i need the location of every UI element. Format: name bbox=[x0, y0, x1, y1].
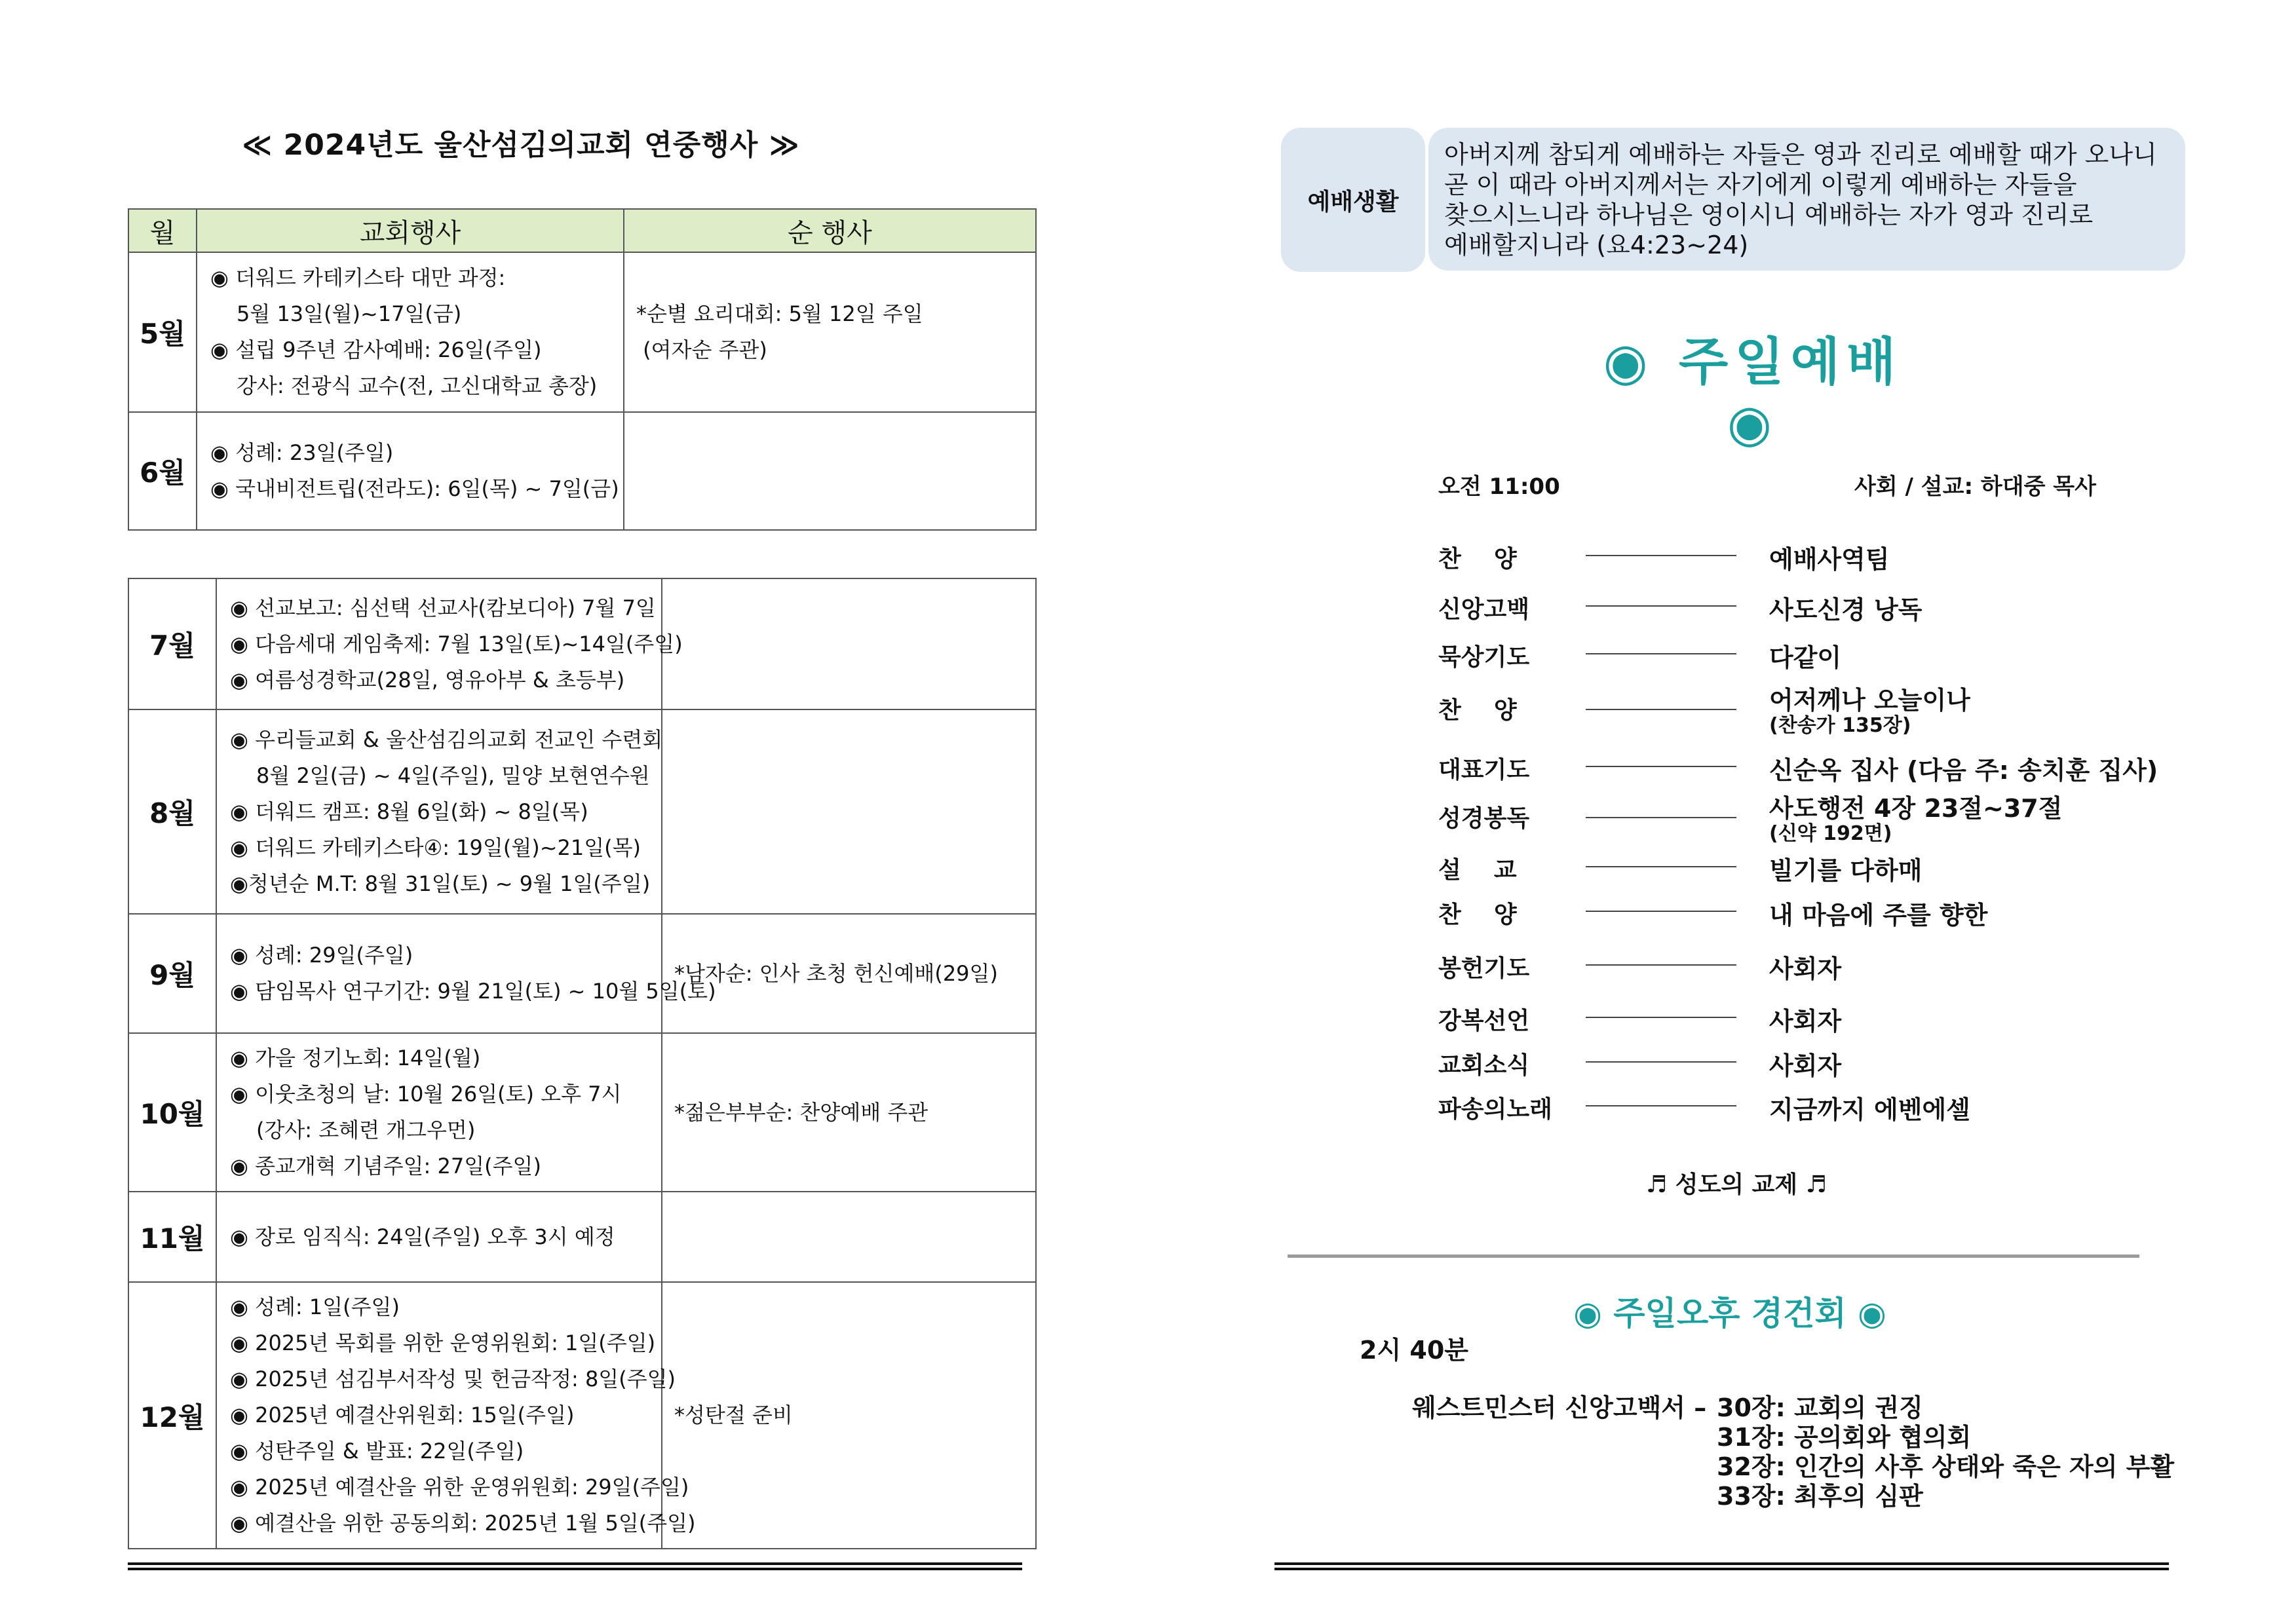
church-events-cell bbox=[216, 1192, 662, 1282]
event-line: 8월 2일(금) ~ 4일(주일), 밀양 보현연수원 bbox=[256, 763, 650, 788]
event-line: ◉ 더워드 카테키스타 대만 과정: bbox=[210, 265, 506, 290]
order-item-leader-line bbox=[1586, 555, 1736, 556]
order-item-value: 내 마음에 주를 향한 bbox=[1769, 901, 1988, 930]
order-item-label: 신앙고백 bbox=[1438, 596, 1530, 623]
order-item-value: 사회자 bbox=[1769, 1051, 1842, 1080]
month-cell: 9월 bbox=[128, 914, 216, 1033]
table-row bbox=[128, 1282, 1036, 1549]
group-events-cell bbox=[624, 252, 1036, 412]
verse-line: 아버지께 참되게 예배하는 자들은 영과 진리로 예배할 때가 오나니 bbox=[1444, 140, 2157, 169]
fellowship-line: ♬ 성도의 교제 ♬ bbox=[1645, 1171, 1827, 1198]
event-line: ◉ 2025년 섬김부서작성 및 헌금작정: 8일(주일) bbox=[230, 1367, 676, 1391]
event-line: 5월 13일(월)~17일(금) bbox=[237, 301, 462, 326]
event-line: ◉ 성탄주일 & 발표: 22일(주일) bbox=[230, 1439, 524, 1463]
order-item-value: 신순옥 집사 (다음 주: 송치훈 집사) bbox=[1769, 756, 2158, 785]
event-line: ◉ 설립 9주년 감사예배: 26일(주일) bbox=[210, 337, 542, 362]
church-events-cell bbox=[197, 252, 624, 412]
event-line: ◉ 종교개혁 기념주일: 27일(주일) bbox=[230, 1154, 541, 1179]
event-line: ◉ 2025년 목회를 위한 운영위원회: 1일(주일) bbox=[230, 1331, 656, 1355]
event-line: ◉ 성례: 1일(주일) bbox=[230, 1294, 400, 1319]
order-item-value: 사회자 bbox=[1769, 954, 1842, 983]
event-line: ◉ 성례: 23일(주일) bbox=[210, 440, 394, 465]
order-item-leader-line bbox=[1586, 1061, 1736, 1063]
schedule-table-1 bbox=[128, 208, 1037, 531]
month-cell: 11월 bbox=[128, 1192, 216, 1282]
order-item-leader-line bbox=[1586, 911, 1736, 912]
event-line: ◉ 여름성경학교(28일, 영유아부 & 초등부) bbox=[230, 667, 625, 692]
group-events-cell bbox=[662, 914, 1036, 1033]
group-events-cell bbox=[624, 412, 1036, 530]
order-item-label: 강복선언 bbox=[1438, 1008, 1530, 1034]
event-line: 강사: 전광식 교수(전, 고신대학교 총장) bbox=[237, 373, 598, 398]
sunday-worship-title: ◉ 주일예배 ◉ bbox=[1603, 333, 1903, 453]
confession-chapter: 31장: 공의회와 협의회 bbox=[1717, 1423, 1972, 1452]
group-event-line: *성탄절 준비 bbox=[674, 1403, 793, 1427]
event-line: ◉ 2025년 예결산을 위한 운영위원회: 29일(주일) bbox=[230, 1475, 689, 1500]
order-item-label: 묵상기도 bbox=[1438, 644, 1530, 671]
order-item-label: 찬 양 bbox=[1438, 901, 1517, 928]
group-events-cell bbox=[662, 709, 1036, 914]
group-event-line: *젊은부부순: 찬양예배 주관 bbox=[674, 1099, 928, 1125]
event-line: ◉ 이웃초청의 날: 10월 26일(토) 오후 7시 bbox=[230, 1082, 622, 1106]
order-item-label: 파송의노래 bbox=[1438, 1096, 1552, 1123]
order-item-leader-line bbox=[1586, 1017, 1736, 1018]
worship-verse-box bbox=[1428, 128, 2185, 271]
afternoon-service-time: 2시 40분 bbox=[1360, 1336, 1468, 1365]
group-events-cell bbox=[662, 1282, 1036, 1549]
order-item-leader-line bbox=[1586, 817, 1736, 818]
service-time: 오전 11:00 bbox=[1438, 474, 1560, 500]
order-item-value: 지금까지 에벤에셀 bbox=[1769, 1095, 1970, 1124]
event-line: ◉ 장로 임직식: 24일(주일) 오후 3시 예정 bbox=[230, 1224, 615, 1249]
confession-chapter: 32장: 인간의 사후 상태와 죽은 자의 부활 bbox=[1717, 1452, 2175, 1481]
order-item-leader-line bbox=[1586, 866, 1736, 867]
schedule-table-2 bbox=[128, 578, 1037, 1549]
church-events-cell bbox=[216, 1033, 662, 1192]
event-line: ◉ 성례: 29일(주일) bbox=[230, 943, 413, 968]
order-item-label: 찬 양 bbox=[1438, 697, 1517, 724]
event-line: ◉ 더워드 캠프: 8월 6일(화) ~ 8일(목) bbox=[230, 799, 588, 824]
order-item-leader-line bbox=[1586, 605, 1736, 607]
service-leader: 사회 / 설교: 하대중 목사 bbox=[1854, 474, 2096, 500]
table-row bbox=[128, 252, 1036, 412]
church-events-cell bbox=[216, 1282, 696, 1549]
event-line: ◉ 다음세대 게임축제: 7월 13일(토)~14일(주일) bbox=[230, 631, 683, 656]
order-item-value: 사회자 bbox=[1769, 1007, 1842, 1036]
order-item-leader-line bbox=[1586, 709, 1736, 710]
month-cell: 8월 bbox=[128, 709, 216, 914]
order-item-value: 예배사역팀 bbox=[1769, 545, 1890, 574]
order-item-value: 사도행전 4장 23절~37절 bbox=[1769, 794, 2063, 823]
church-events-cell bbox=[197, 412, 624, 530]
table-row bbox=[128, 1033, 1036, 1192]
right-divider bbox=[1288, 1255, 2139, 1258]
event-line: ◉ 가을 정기노회: 14일(월) bbox=[230, 1046, 481, 1070]
church-events-cell bbox=[216, 578, 683, 709]
month-cell: 7월 bbox=[128, 578, 216, 709]
group-event-line: (여자순 주관) bbox=[636, 337, 767, 362]
order-item-leader-line bbox=[1586, 653, 1736, 654]
event-line: ◉ 예결산을 위한 공동의회: 2025년 1월 5일(주일) bbox=[230, 1511, 696, 1536]
table-row bbox=[128, 914, 1036, 1033]
worship-life-tag: 예배생활 bbox=[1281, 128, 1425, 272]
event-line: ◉ 담임목사 연구기간: 9월 21일(토) ~ 10월 5일(토) bbox=[230, 979, 716, 1004]
month-cell: 10월 bbox=[128, 1033, 216, 1192]
event-line: ◉ 더워드 카테키스타④: 19일(월)~21일(목) bbox=[230, 835, 641, 860]
order-item-label: 봉헌기도 bbox=[1438, 955, 1530, 982]
header-group-events: 순 행사 bbox=[624, 209, 1036, 252]
event-line: ◉청년순 M.T: 8월 31일(토) ~ 9월 1일(주일) bbox=[230, 871, 651, 896]
event-line: ◉ 우리들교회 & 울산섬김의교회 전교인 수련회 bbox=[230, 727, 663, 752]
right-bottom-rule bbox=[1274, 1562, 2169, 1570]
order-item-value: 다같이 bbox=[1769, 643, 1842, 672]
afternoon-service-title: ◉ 주일오후 경건회 ◉ bbox=[1573, 1294, 1886, 1332]
order-item-label: 설 교 bbox=[1438, 857, 1517, 884]
event-line: ◉ 국내비전트립(전라도): 6일(목) ~ 7일(금) bbox=[210, 476, 619, 501]
group-events-cell bbox=[662, 578, 1036, 709]
order-item-leader-line bbox=[1586, 766, 1736, 767]
order-item-value: 어저께나 오늘이나 bbox=[1769, 686, 1970, 715]
table-row bbox=[128, 1192, 1036, 1282]
header-month: 월 bbox=[128, 209, 197, 252]
event-line: (강사: 조혜련 개그우먼) bbox=[256, 1118, 476, 1142]
confession-chapter: 33장: 최후의 심판 bbox=[1717, 1482, 1923, 1511]
order-item-value: 사도신경 낭독 bbox=[1769, 595, 1923, 624]
event-line: ◉ 선교보고: 심선택 선교사(캄보디아) 7월 7일 bbox=[230, 595, 656, 620]
table-row bbox=[128, 412, 1036, 530]
month-cell: 5월 bbox=[128, 252, 197, 412]
verse-line: 예배할지니라 (요4:23~24) bbox=[1444, 231, 1749, 259]
confession-source: 웨스트민스터 신앙고백서 – bbox=[1412, 1393, 1707, 1422]
group-event-line: *남자순: 인사 초청 헌신예배(29일) bbox=[674, 960, 998, 986]
order-item-label: 성경봉독 bbox=[1438, 805, 1530, 832]
order-item-leader-line bbox=[1586, 1105, 1736, 1106]
order-item-label: 찬 양 bbox=[1438, 546, 1517, 573]
table-header-row bbox=[128, 209, 1036, 252]
month-cell: 12월 bbox=[128, 1282, 216, 1549]
group-events-cell bbox=[662, 1033, 1036, 1192]
order-item-sub: (찬송가 135장) bbox=[1769, 714, 1911, 737]
group-event-line: *순별 요리대회: 5월 12일 주일 bbox=[636, 301, 923, 326]
church-events-cell bbox=[216, 914, 716, 1033]
order-item-sub: (신약 192면) bbox=[1769, 822, 1892, 845]
schedule-title: ≪ 2024년도 울산섬김의교회 연중행사 ≫ bbox=[242, 128, 800, 162]
confession-chapter: 30장: 교회의 권징 bbox=[1717, 1393, 1923, 1422]
table-row bbox=[128, 709, 1036, 914]
verse-line: 찾으시느니라 하나님은 영이시니 예배하는 자가 영과 진리로 bbox=[1444, 200, 2094, 229]
church-events-cell bbox=[216, 709, 662, 914]
left-bottom-rule bbox=[128, 1562, 1022, 1570]
order-item-value: 빌기를 다하매 bbox=[1769, 856, 1923, 885]
order-item-leader-line bbox=[1586, 964, 1736, 966]
group-events-cell bbox=[662, 1192, 1036, 1282]
event-line: ◉ 2025년 예결산위원회: 15일(주일) bbox=[230, 1403, 575, 1427]
order-item-label: 대표기도 bbox=[1438, 757, 1530, 784]
table-row bbox=[128, 578, 1036, 709]
order-item-label: 교회소식 bbox=[1438, 1052, 1530, 1079]
verse-line: 곧 이 때라 아버지께서는 자기에게 이렇게 예배하는 자들을 bbox=[1444, 170, 2077, 199]
month-cell: 6월 bbox=[128, 412, 197, 530]
header-church-events: 교회행사 bbox=[197, 209, 624, 252]
